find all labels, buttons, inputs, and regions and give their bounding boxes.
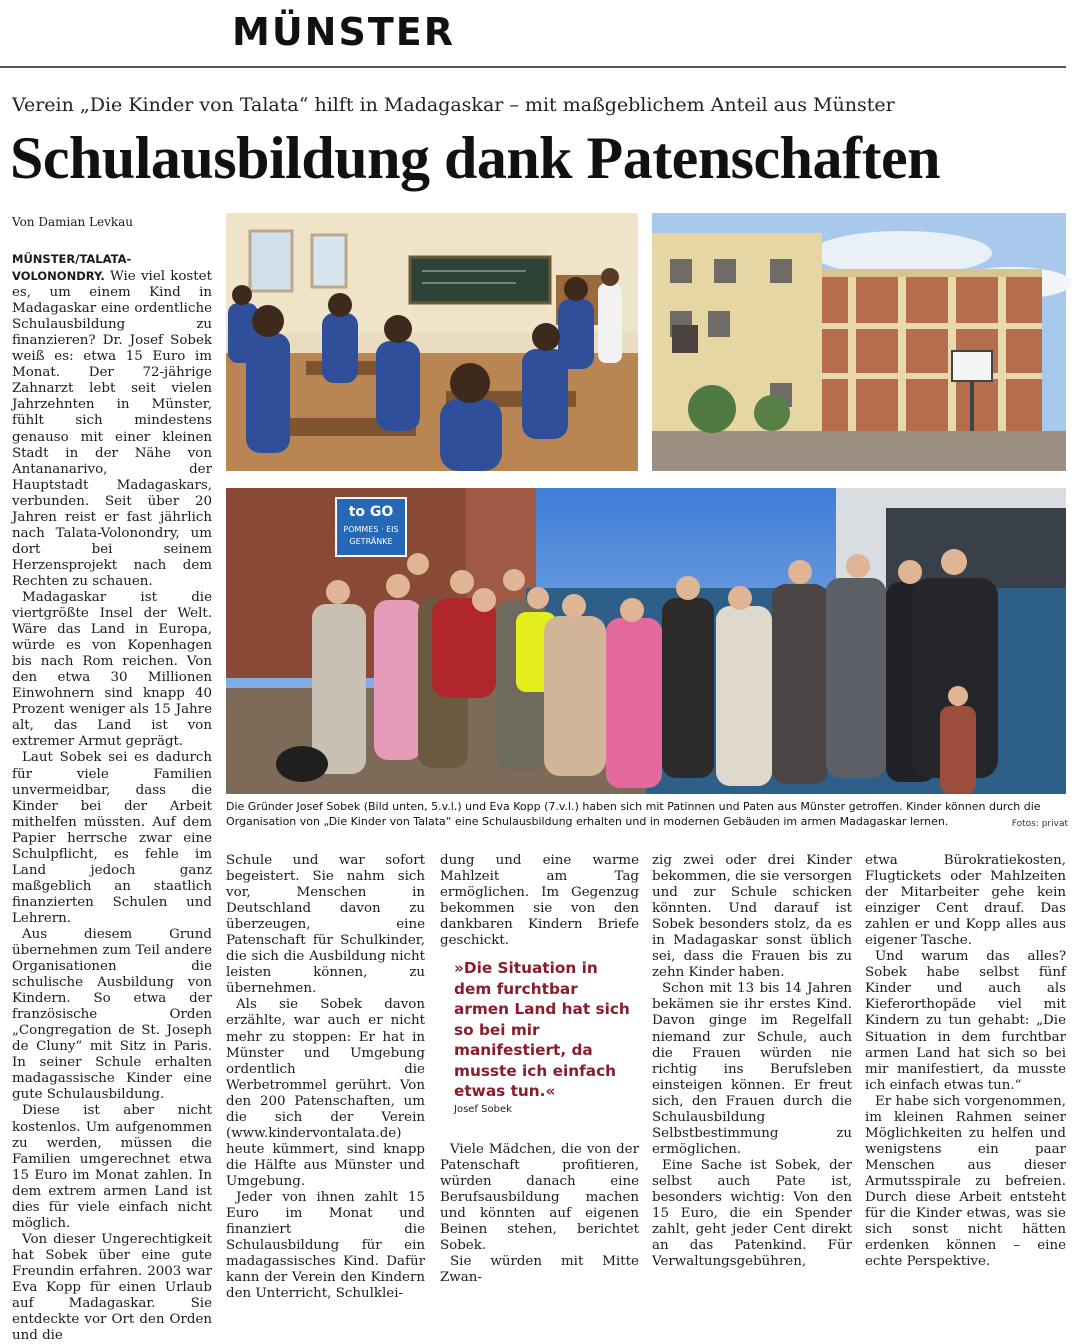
- paragraph: Madagaskar ist die viertgrößte Insel der Welt. Wäre das Land in Europa, würde es von Kopenhagen bis nach Rom reichen. Von den etwa 30 Millionen Einwohnern sind knapp 40 Prozent weniger als 15 Jahre alt, das Land ist von extremer Armut geprägt.: [12, 589, 212, 750]
- paragraph: dung und eine warme Mahlzeit am Tag ermöglichen. Im Gegenzug bekommen sie von den dankbaren Kindern Briefe geschickt.: [440, 853, 639, 949]
- paragraph: Als sie Sobek davon erzählte, war auch er nicht mehr zu stoppen: Er hat in Münster und Umgebung ordentlich die Werbetrommel gerührt. Von den 200 Patenschaften, um die sich der Verein (www.kindervontalata.de) heute kümmert, sind knapp die Hälfte aus Münster und Umgebung.: [226, 997, 425, 1189]
- paragraph: Sie würden mit Mitte Zwan-: [440, 1254, 639, 1286]
- paragraph: etwa Bürokratiekosten, Flugtickets oder Mahlzeiten der Mitarbeiter gehe kein einziger Cent drauf. Das zahlen er und Kopp alles aus eigener Tasche.: [865, 853, 1066, 949]
- school-building-photo: [652, 213, 1066, 471]
- article-column-5: [865, 853, 1066, 1271]
- paragraph: Jeder von ihnen zahlt 15 Euro im Monat und finanziert die Schulausbildung für ein madagassisches Kind. Dafür kann der Verein den Kindern den Unterricht, Schulklei-: [226, 1189, 425, 1302]
- paragraph: Viele Mädchen, die von der Patenschaft profitieren, würden danach eine Berufsausbildung machen und könnten auf eigenen Beinen stehen, berichtet Sobek.: [440, 1142, 639, 1254]
- pull-quote: »Die Situation in dem furchtbar armen Land hat sich so bei mir manifestiert, da musste ich einfach etwas tun.«: [454, 959, 630, 1100]
- headline: Schulausbildung dank Patenschaften: [10, 125, 940, 191]
- paragraph: Er habe sich vorgenommen, im kleinen Rahmen seiner Möglichkeiten zu helfen und wenigstens ein paar Menschen aus dieser Armutsspirale zu befreien. Durch diese Arbeit entsteht für die Kinder etwas, was sie sich sonst nicht hätten erdenken können – eine echte Perspektive.: [865, 1093, 1066, 1270]
- group-illustration: [226, 488, 1066, 794]
- dateline: MÜNSTER/TALATA-VOLONONDRY.: [12, 252, 132, 284]
- kicker: Verein „Die Kinder von Talata“ hilft in Madagaskar – mit maßgeblichem Anteil aus Münster: [12, 94, 895, 116]
- sign-line: POMMES · EIS: [343, 525, 399, 534]
- quote-author: Josef Sobek: [454, 1104, 512, 1115]
- byline: Von Damian Levkau: [12, 215, 134, 229]
- article-column-2: [226, 853, 425, 1302]
- photo-caption: Die Gründer Josef Sobek (Bild unten, 5.v.l.) und Eva Kopp (7.v.l.) haben sich mit Patinnen und Paten aus Münster getroffen. Kinder können durch die Organisation von „Die Kinder von Talata“ eine Schulausbildung erhalten und in modernen Gebäuden im armen Madagaskar lernen.: [226, 800, 1041, 828]
- paragraph: Laut Sobek sei es dadurch für viele Familien unvermeidbar, dass die Kinder bei der Arbeit mithelfen müssten. Auf dem Papier herrsche zwar eine Schulpflicht, es fehle im Land jedoch ganz maßgeblich an staatlich finanzierten Schulen und Lehrern.: [12, 750, 212, 926]
- paragraph: Aus diesem Grund übernehmen zum Teil andere Organisationen die schulische Ausbildung von Kindern. So etwa der französische Orden „Congregation de St. Joseph de Cluny“ mit Sitz in Paris. In seiner Schule erhalten madagassische Kinder eine gute Schulausbildung.: [12, 926, 212, 1103]
- paragraph: Diese ist aber nicht kostenlos. Um aufgenommen zu werden, müssen die Familien umgerechnet etwa 15 Euro im Monat zahlen. In dem extrem armen Land ist dies für viele einfach nicht möglich.: [12, 1103, 212, 1231]
- paragraph: Schon mit 13 bis 14 Jahren bekämen sie ihr erstes Kind. Davon ginge im Regelfall niemand zur Schule, auch die Frauen würden nie richtig ins Berufsleben einsteigen können. Er freut sich, den Frauen durch die Schulausbildung Selbstbestimmung zu ermöglichen.: [652, 981, 852, 1157]
- header-rule: [0, 66, 1066, 68]
- group-photo: [226, 488, 1066, 794]
- article-column-1: [12, 251, 212, 1344]
- section-title: MÜNSTER: [232, 10, 455, 54]
- photo-credit: Fotos: privat: [1011, 819, 1068, 829]
- article-column-4: [652, 853, 852, 1271]
- article-column-3: [440, 853, 639, 949]
- classroom-illustration: [226, 213, 638, 471]
- paragraph: Schule und war sofort begeistert. Sie nahm sich vor, Menschen in Deutschland davon zu überzeugen, eine Patenschaft für Schulkinder, die sich die Ausbildung nicht leisten können, zu übernehmen.: [226, 853, 425, 997]
- paragraph: Von dieser Ungerechtigkeit hat Sobek über eine gute Freundin erfahren. 2003 war Eva Kopp für einen Urlaub auf Madagaskar. Sie entdeckte vor Ort den Orden und die: [12, 1231, 212, 1344]
- article-column-3-continued: [440, 1142, 639, 1286]
- paragraph: Wie viel kostet es, um einem Kind in Madagaskar eine ordentliche Schulausbildung zu finanzieren? Dr. Josef Sobek weiß es: etwa 15 Euro im Monat. Der 72-jährige Zahnarzt lebt seit vielen Jahrzehnten in Münster, fühlt sich mindestens genauso mit einer kleinen Stadt in der Nähe von Antananarivo, der Hauptstadt Madagaskars, verbunden. Seit über 20 Jahren reist er fast jährlich nach Talata-Volonondry, um dort bei seinem Herzensprojekt nach dem Rechten zu schauen.: [12, 269, 212, 589]
- building-illustration: [652, 213, 1066, 471]
- paragraph: Und warum das alles? Sobek habe selbst fünf Kinder und auch als Kieferorthopäde viel mit Kindern zu tun gehabt: „Die Situation in dem furchtbar armen Land hat sich so bei mir manifestiert, da musste ich einfach etwas tun.“: [865, 949, 1066, 1093]
- paragraph: Eine Sache ist Sobek, der selbst auch Pate ist, besonders wichtig: Von den 15 Euro, die ein Spender zahlt, geht jeder Cent direkt an das Patenkind. Für Verwaltungsgebühren,: [652, 1157, 852, 1270]
- classroom-photo: [226, 213, 638, 471]
- sign-line: GETRÄNKE: [349, 537, 393, 546]
- sign-title: to GO: [348, 504, 394, 520]
- paragraph: zig zwei oder drei Kinder bekommen, die sie versorgen und zur Schule schicken könnten. Und darauf ist Sobek besonders stolz, da es in Madagaskar sonst üblich sei, dass die Frauen bis zu zehn Kinder haben.: [652, 853, 852, 981]
